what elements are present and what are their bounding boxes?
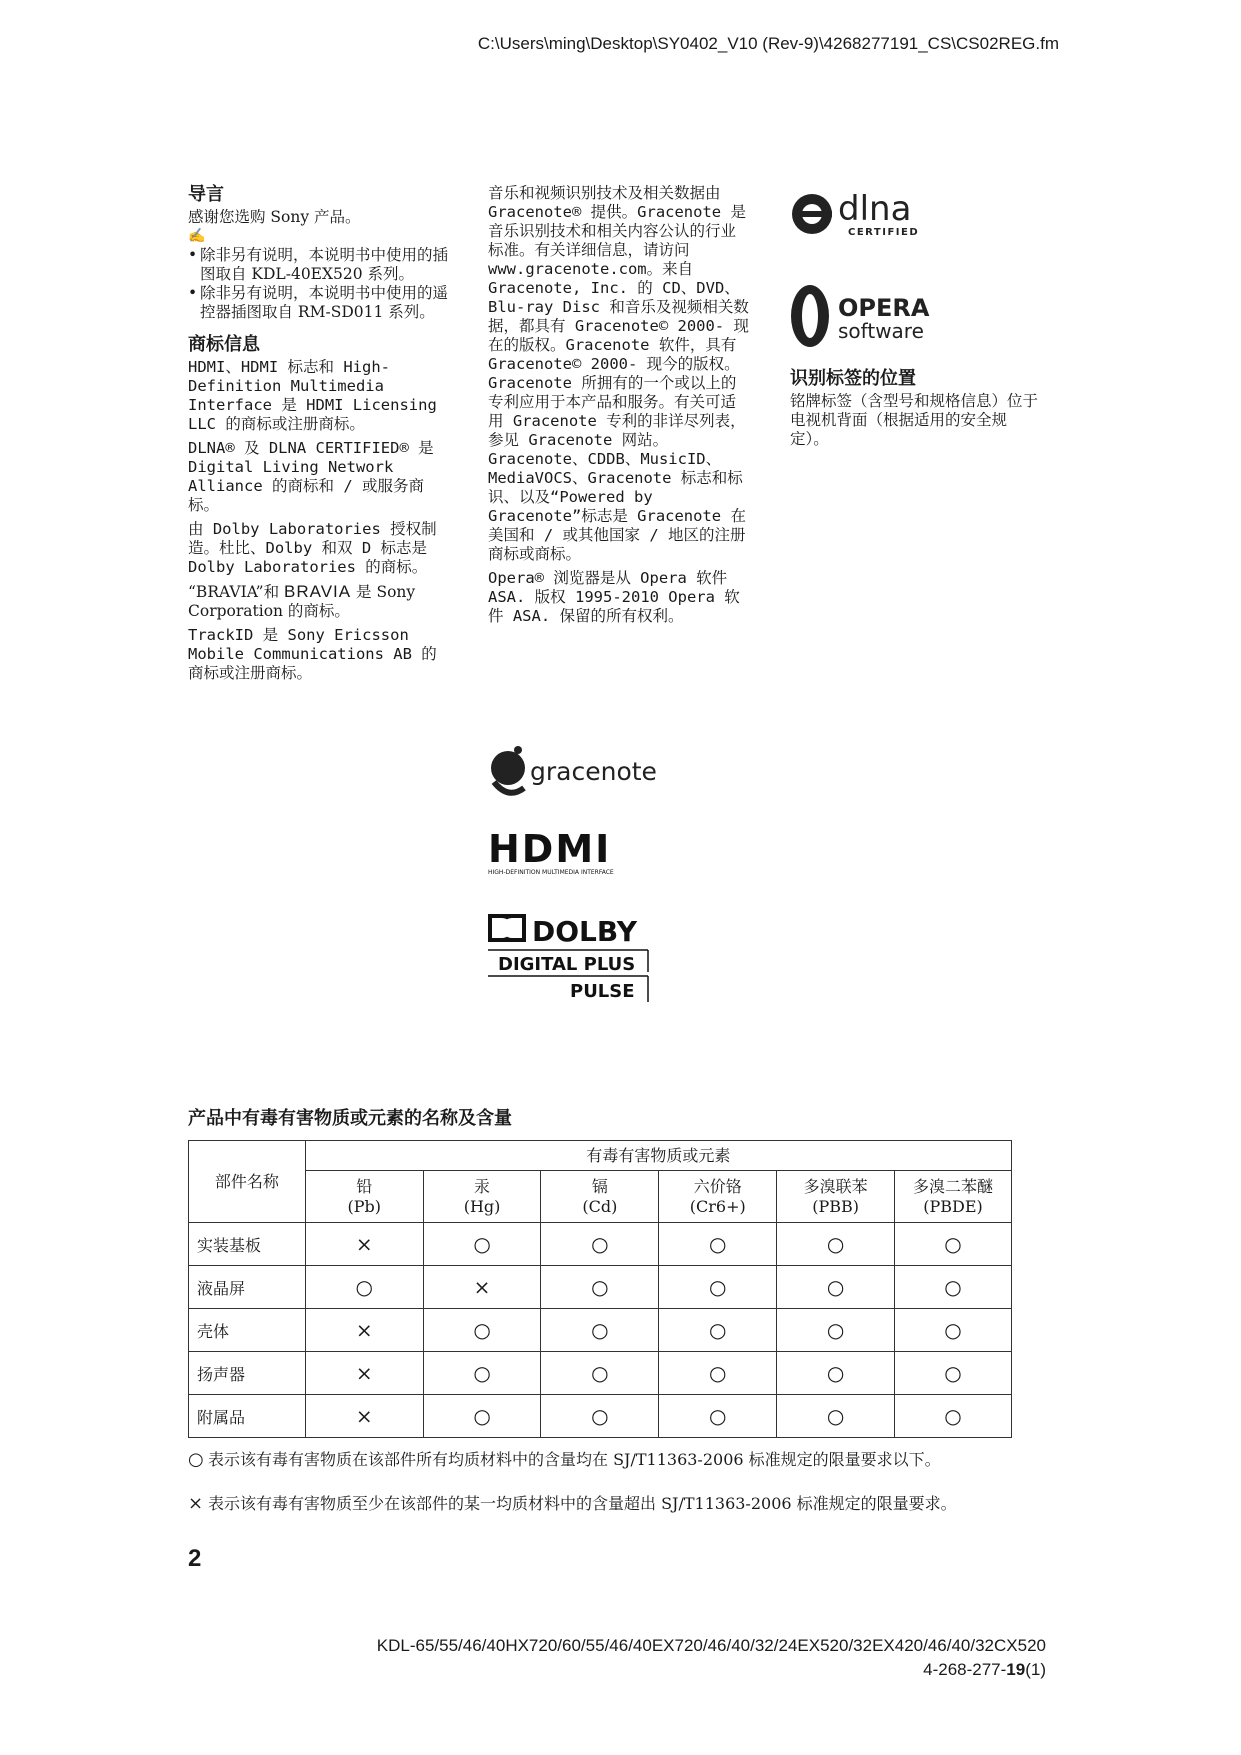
trademark-dlna: DLNA® 及 DLNA CERTIFIED® 是 Digital Living Network Alliance 的商标和 / 或服务商标。 xyxy=(188,439,434,514)
page-number: 2 xyxy=(188,1545,202,1572)
hdmi-logo xyxy=(488,830,668,878)
substance-table-title: 产品中有毒有害物质或元素的名称及含量 xyxy=(188,1108,512,1129)
label-location-heading: 识别标签的位置 xyxy=(790,368,916,389)
substance-header: 多溴联苯 (PBB) xyxy=(777,1171,895,1223)
intro-text: 感谢您选购 Sony 产品。 xyxy=(188,208,361,226)
file-path-header: C:\Users\ming\Desktop\SY0402_V10 (Rev-9)\4268277191_CS\CS02REG.fm xyxy=(477,34,1059,53)
intro-heading: 导言 xyxy=(188,184,224,205)
svg-text:DIGITAL PLUS: DIGITAL PLUS xyxy=(498,954,636,975)
table-row: 壳体 × ○ ○ ○ ○ ○ xyxy=(189,1309,1012,1352)
note-bullet: • 除非另有说明，本说明书中使用的插图取自 KDL-40EX520 系列。 xyxy=(188,246,448,284)
footer-code: 4-268-277-19(1) xyxy=(923,1660,1046,1679)
part-name-header: 部件名称 xyxy=(189,1141,306,1223)
trademark-bravia: “BRAVIA”和 BRAVIA 是 Sony Corporation 的商标。 xyxy=(188,582,416,620)
substance-header: 汞 (Hg) xyxy=(423,1171,541,1223)
note-bullet: • 除非另有说明，本说明书中使用的遥控器插图取自 RM-SD011 系列。 xyxy=(188,284,448,322)
substance-header: 镉 (Cd) xyxy=(541,1171,659,1223)
column-right-text xyxy=(790,368,1040,449)
dolby-digital-plus-pulse-logo xyxy=(488,912,658,1008)
substance-table xyxy=(188,1140,1012,1438)
table-row: 扬声器 × ○ ○ ○ ○ ○ xyxy=(189,1352,1012,1395)
gracenote-logo xyxy=(488,742,678,802)
trademark-dolby: 由 Dolby Laboratories 授权制造。杜比、Dolby 和双 D 标志是 Dolby Laboratories 的商标。 xyxy=(188,520,437,576)
column-middle xyxy=(488,184,750,626)
opera-paragraph: Opera® 浏览器是从 Opera 软件 ASA. 版权 1995-2010 Opera 软件 ASA. 保留的所有权利。 xyxy=(488,569,740,625)
opera-software-logo xyxy=(790,282,940,352)
svg-text:gracenote: gracenote xyxy=(530,757,657,786)
substance-header: 六价铬 (Cr6+) xyxy=(659,1171,777,1223)
svg-text:HIGH-DEFINITION MULTIMEDIA INT: HIGH-DEFINITION MULTIMEDIA INTERFACE xyxy=(488,869,614,876)
dlna-certified-logo xyxy=(790,190,940,240)
legend-cross: × 表示该有毒有害物质至少在该部件的某一均质材料中的含量超出 SJ/T11363-2006 标准规定的限量要求。 xyxy=(188,1493,957,1514)
label-location-text: 铭牌标签（含型号和规格信息）位于电视机背面（根据适用的安全规定）。 xyxy=(790,392,1039,448)
legend-circle: ○ 表示该有毒有害物质在该部件所有均质材料中的含量均在 SJ/T11363-2006 标准规定的限量要求以下。 xyxy=(188,1449,941,1470)
svg-text:dlna: dlna xyxy=(838,190,912,229)
table-row: 附属品 × ○ ○ ○ ○ ○ xyxy=(189,1395,1012,1438)
gracenote-paragraph: 音乐和视频识别技术及相关数据由 Gracenote® 提供。Gracenote 是音乐识别技术和相关内容公认的行业标准。有关详细信息，请访问 www.gracenote.com。来自 Gracenote, Inc. 的 CD、DVD、Blu-ray Disc 和音乐及视频相关数据，都具有 Gracenote© 2000- 现在的版权。Gracenote 软件，具有 Gracenote© 2000- 现今的版权。Gracenote 所拥有的一个或以上的专利应用于本产品和服务。有关可适用 Gracenote 专利的非详尽列表，参见 Gracenote 网站。Gracenote、CDDB、MusicID、MediaVOCS、Gracenote 标志和标识、以及“Powered by Gracenote”标志是 Gracenote 在美国和 / 或其他国家 / 地区的注册商标或商标。 xyxy=(488,184,749,563)
trademark-heading: 商标信息 xyxy=(188,334,260,355)
substance-header: 多溴二苯醚 (PBDE) xyxy=(895,1171,1012,1223)
column-left xyxy=(188,184,448,683)
trademark-trackid: TrackID 是 Sony Ericsson Mobile Communications AB 的商标或注册商标。 xyxy=(188,626,437,682)
table-row: 液晶屏 ○ × ○ ○ ○ ○ xyxy=(189,1266,1012,1309)
svg-text:HDMI: HDMI xyxy=(488,830,612,871)
svg-text:DOLBY: DOLBY xyxy=(532,915,637,948)
svg-text:software: software xyxy=(838,319,924,343)
table-row: 实装基板 × ○ ○ ○ ○ ○ xyxy=(189,1223,1012,1266)
substance-group-header: 有毒有害物质或元素 xyxy=(305,1141,1011,1171)
bravia-logo: BRAVIA xyxy=(284,582,352,601)
trademark-hdmi: HDMI、HDMI 标志和 High-Definition Multimedia Interface 是 HDMI Licensing LLC 的商标或注册商标。 xyxy=(188,358,437,433)
circle-icon: ○ xyxy=(188,1449,204,1470)
substance-header: 铅 (Pb) xyxy=(305,1171,423,1223)
footer-models: KDL-65/55/46/40HX720/60/55/46/40EX720/46/40/32/24EX520/32EX420/46/40/32CX520 xyxy=(376,1636,1046,1655)
note-pencil-icon: ✍ xyxy=(188,228,206,244)
svg-text:PULSE: PULSE xyxy=(570,981,635,1002)
svg-text:OPERA: OPERA xyxy=(838,294,930,322)
svg-text:CERTIFIED: CERTIFIED xyxy=(848,227,920,238)
cross-icon: × xyxy=(188,1493,204,1514)
